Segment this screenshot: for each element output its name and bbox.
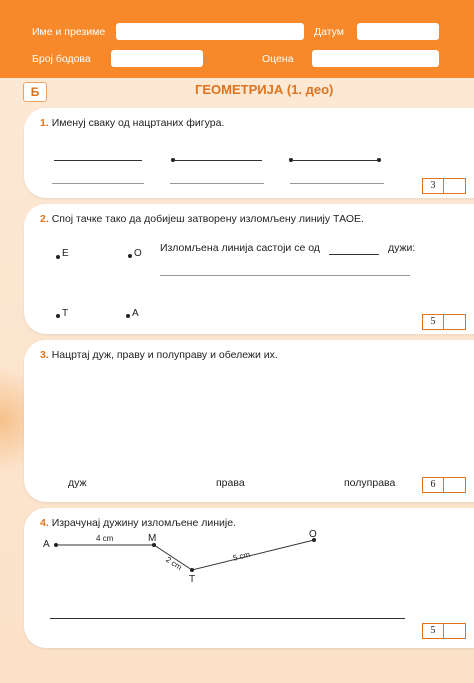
point-a-label: A bbox=[132, 308, 139, 319]
question-1-card bbox=[24, 108, 474, 198]
section-badge: Б bbox=[23, 82, 47, 102]
segment-endpoint-left bbox=[289, 158, 293, 162]
count-blank[interactable] bbox=[329, 254, 379, 255]
score-value: 5 bbox=[423, 315, 444, 329]
question-4-prompt: Израчунај дужину изломљене линије. bbox=[51, 517, 236, 529]
answer-line-1[interactable] bbox=[52, 183, 144, 184]
page-title: ГЕОМЕТРИЈА (1. део) bbox=[195, 82, 334, 97]
decorative-swirl bbox=[0, 350, 24, 490]
length-mt-label: 2 cm bbox=[164, 555, 184, 572]
point-e-dot bbox=[56, 255, 60, 259]
question-4-card bbox=[24, 508, 474, 648]
figure-segment-plain bbox=[54, 160, 142, 161]
question-2-number: 2. bbox=[40, 213, 49, 225]
figure-segment bbox=[292, 160, 380, 161]
question-4-number: 4. bbox=[40, 517, 49, 529]
name-field[interactable] bbox=[116, 23, 304, 40]
score-box-q4[interactable] bbox=[422, 623, 466, 639]
answer-line-3[interactable] bbox=[290, 183, 384, 184]
date-field[interactable] bbox=[357, 23, 439, 40]
ray-label: полуправа bbox=[344, 477, 396, 489]
points-field[interactable] bbox=[111, 50, 203, 67]
point-t-label: T bbox=[189, 574, 196, 585]
segment-endpoint-right bbox=[377, 158, 381, 162]
point-o-label: O bbox=[309, 529, 317, 540]
question-3-prompt: Нацртај дуж, праву и полуправу и обележи их. bbox=[51, 349, 278, 361]
question-2-text bbox=[40, 213, 364, 225]
statement-end: дужи: bbox=[388, 242, 416, 254]
score-value: 6 bbox=[423, 478, 444, 492]
score-box-q1[interactable] bbox=[422, 178, 466, 194]
point-t-label: T bbox=[62, 308, 69, 319]
question-1-number: 1. bbox=[40, 117, 49, 129]
question-2-card bbox=[24, 204, 474, 334]
question-3-text bbox=[40, 349, 278, 361]
length-to-label: 5 cm bbox=[232, 549, 252, 563]
figure-ray bbox=[174, 160, 262, 161]
question-3-number: 3. bbox=[40, 349, 49, 361]
question-1-prompt: Именуј сваку од нацртаних фигура. bbox=[51, 117, 225, 129]
point-t-dot bbox=[56, 314, 60, 318]
point-o-label: O bbox=[134, 248, 142, 259]
point-o-dot bbox=[128, 254, 132, 258]
grade-label: Оцена bbox=[262, 53, 294, 65]
point-a-label: A bbox=[43, 539, 50, 550]
point-m-label: M bbox=[148, 533, 157, 544]
score-value: 5 bbox=[423, 624, 444, 638]
length-am-label: 4 cm bbox=[96, 534, 114, 543]
name-label: Име и презиме bbox=[32, 26, 106, 38]
point-a-marker bbox=[54, 543, 58, 547]
question-2-prompt: Спој тачке тако да добијеш затворену изломљену линију ТАОЕ. bbox=[51, 213, 364, 225]
polyline-figure bbox=[24, 508, 474, 648]
drawing-area[interactable] bbox=[34, 370, 464, 470]
point-t-marker bbox=[190, 568, 194, 572]
question-3-card bbox=[24, 340, 474, 502]
score-box-q3[interactable] bbox=[422, 477, 466, 493]
date-label: Датум bbox=[314, 26, 344, 38]
question-1-text bbox=[40, 117, 224, 129]
ray-endpoint bbox=[171, 158, 175, 162]
result-answer-line[interactable] bbox=[50, 618, 405, 619]
line-label: права bbox=[216, 477, 245, 489]
segment-label: дуж bbox=[68, 477, 87, 489]
score-box-q2[interactable] bbox=[422, 314, 466, 330]
score-value: 3 bbox=[423, 179, 444, 193]
points-label: Број бодова bbox=[32, 53, 91, 65]
grade-field[interactable] bbox=[312, 50, 439, 67]
segments-answer-line[interactable] bbox=[160, 275, 410, 276]
statement-start: Изломљена линија састоји се од bbox=[160, 242, 320, 254]
point-e-label: E bbox=[62, 248, 69, 259]
header-band bbox=[0, 0, 474, 78]
answer-line-2[interactable] bbox=[170, 183, 264, 184]
point-a-dot bbox=[126, 314, 130, 318]
